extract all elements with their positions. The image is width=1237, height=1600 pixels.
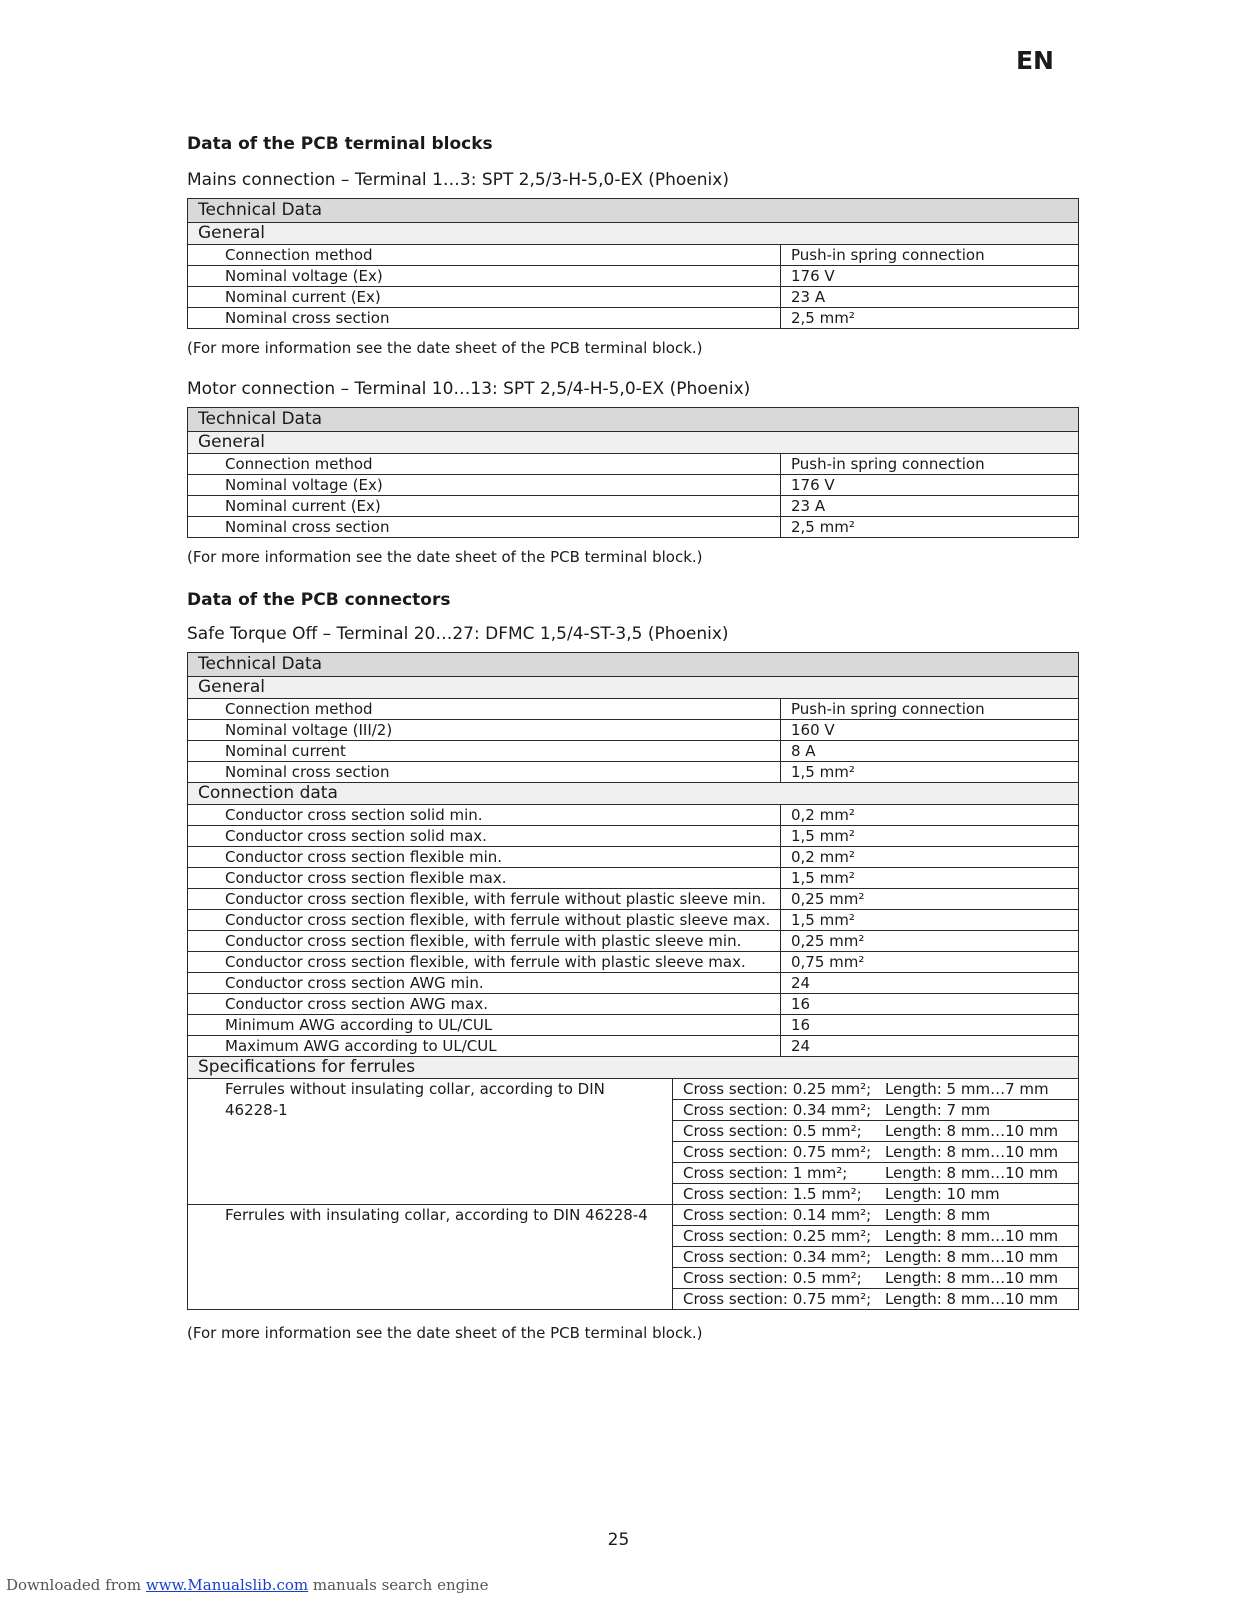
row-label: Conductor cross section solid min.	[188, 805, 781, 826]
row-label: Nominal voltage (III/2)	[188, 720, 781, 741]
row-label: Nominal current	[188, 741, 781, 762]
row-value: Push-in spring connection	[781, 454, 1079, 475]
ferrule-row	[188, 1205, 1079, 1226]
table-row	[188, 805, 1079, 826]
ferrule-spec	[673, 1289, 1079, 1310]
length: Length: 8 mm…10 mm	[885, 1143, 1059, 1161]
table-row	[188, 308, 1079, 329]
row-label: Conductor cross section flexible, with ferrule without plastic sleeve max.	[188, 910, 781, 931]
table-header: Technical Data	[188, 653, 1079, 677]
mains-technical-table	[187, 198, 1079, 329]
row-value: 0,2 mm²	[781, 805, 1079, 826]
length: Length: 7 mm	[885, 1101, 991, 1119]
row-value: 1,5 mm²	[781, 868, 1079, 889]
row-label: Conductor cross section AWG min.	[188, 973, 781, 994]
length: Length: 8 mm…10 mm	[885, 1164, 1059, 1182]
table-row	[188, 475, 1079, 496]
row-label: Nominal current (Ex)	[188, 287, 781, 308]
table-row	[188, 826, 1079, 847]
motor-note: (For more information see the date sheet of the PCB terminal block.)	[187, 548, 703, 566]
row-value: 8 A	[781, 741, 1079, 762]
table-row	[188, 910, 1079, 931]
row-value: 0,75 mm²	[781, 952, 1079, 973]
mains-note: (For more information see the date sheet of the PCB terminal block.)	[187, 339, 703, 357]
table-row	[188, 1015, 1079, 1036]
ferrule-row	[188, 1079, 1079, 1100]
table-header: Technical Data	[188, 408, 1079, 432]
language-code: EN	[1015, 46, 1054, 75]
sto-technical-table	[187, 652, 1079, 1057]
row-value: 23 A	[781, 496, 1079, 517]
row-label: Conductor cross section flexible min.	[188, 847, 781, 868]
length: Length: 5 mm…7 mm	[885, 1080, 1049, 1098]
row-label: Conductor cross section flexible max.	[188, 868, 781, 889]
row-label: Conductor cross section AWG max.	[188, 994, 781, 1015]
group-general: General	[188, 223, 1079, 245]
ferrule-spec	[673, 1163, 1079, 1184]
table-row	[188, 868, 1079, 889]
row-label: Connection method	[188, 699, 781, 720]
row-label: Nominal cross section	[188, 517, 781, 538]
row-label: Maximum AWG according to UL/CUL	[188, 1036, 781, 1057]
row-value: 2,5 mm²	[781, 517, 1079, 538]
table-row	[188, 699, 1079, 720]
table-row	[188, 762, 1079, 783]
sto-note: (For more information see the date sheet of the PCB terminal block.)	[187, 1324, 703, 1342]
row-label: Minimum AWG according to UL/CUL	[188, 1015, 781, 1036]
row-label: Nominal cross section	[188, 308, 781, 329]
row-value: 160 V	[781, 720, 1079, 741]
row-label: Conductor cross section flexible, with ferrule with plastic sleeve min.	[188, 931, 781, 952]
row-label: Nominal cross section	[188, 762, 781, 783]
table-row	[188, 931, 1079, 952]
table-row	[188, 889, 1079, 910]
cross-section: Cross section: 0.75 mm²;	[683, 1143, 872, 1161]
row-value: 23 A	[781, 287, 1079, 308]
ferrule-spec	[673, 1247, 1079, 1268]
row-value: 176 V	[781, 475, 1079, 496]
table-row	[188, 994, 1079, 1015]
cross-section: Cross section: 0.34 mm²;	[683, 1101, 872, 1119]
cross-section: Cross section: 0.14 mm²;	[683, 1206, 872, 1224]
row-value: 16	[781, 994, 1079, 1015]
page-number: 25	[607, 1530, 630, 1550]
group-ferrules: Specifications for ferrules	[188, 1057, 1079, 1079]
sto-title: Safe Torque Off – Terminal 20…27: DFMC 1,5/4-ST-3,5 (Phoenix)	[187, 624, 729, 644]
row-value: 1,5 mm²	[781, 826, 1079, 847]
ferrule-group-label: Ferrules without insulating collar, according to DIN 46228-1	[188, 1079, 673, 1205]
table-row	[188, 973, 1079, 994]
cross-section: Cross section: 1.5 mm²;	[683, 1185, 862, 1203]
row-value: Push-in spring connection	[781, 699, 1079, 720]
cross-section: Cross section: 1 mm²;	[683, 1164, 848, 1182]
cross-section: Cross section: 0.25 mm²;	[683, 1227, 872, 1245]
cross-section: Cross section: 0.5 mm²;	[683, 1269, 862, 1287]
row-label: Conductor cross section flexible, with ferrule with plastic sleeve max.	[188, 952, 781, 973]
group-general: General	[188, 677, 1079, 699]
row-value: Push-in spring connection	[781, 245, 1079, 266]
length: Length: 8 mm…10 mm	[885, 1122, 1059, 1140]
table-row	[188, 266, 1079, 287]
row-value: 0,25 mm²	[781, 889, 1079, 910]
manualslib-link[interactable]: www.Manualslib.com	[145, 1576, 309, 1594]
motor-technical-table	[187, 407, 1079, 538]
row-value: 24	[781, 1036, 1079, 1057]
row-value: 0,25 mm²	[781, 931, 1079, 952]
table-row	[188, 496, 1079, 517]
length: Length: 8 mm…10 mm	[885, 1227, 1059, 1245]
table-row	[188, 287, 1079, 308]
table-row	[188, 952, 1079, 973]
cross-section: Cross section: 0.5 mm²;	[683, 1122, 862, 1140]
table-row	[188, 245, 1079, 266]
row-label: Conductor cross section solid max.	[188, 826, 781, 847]
ferrule-spec	[673, 1205, 1079, 1226]
row-label: Conductor cross section flexible, with ferrule without plastic sleeve min.	[188, 889, 781, 910]
table-row	[188, 1036, 1079, 1057]
motor-connection-title: Motor connection – Terminal 10…13: SPT 2,5/4-H-5,0-EX (Phoenix)	[187, 379, 751, 399]
length: Length: 8 mm…10 mm	[885, 1290, 1059, 1308]
ferrule-spec-table	[187, 1057, 1079, 1310]
row-value: 2,5 mm²	[781, 308, 1079, 329]
table-row	[188, 847, 1079, 868]
row-value: 24	[781, 973, 1079, 994]
row-label: Nominal voltage (Ex)	[188, 266, 781, 287]
page-content	[187, 134, 1078, 1342]
length: Length: 10 mm	[885, 1185, 1000, 1203]
group-connection-data: Connection data	[188, 783, 1079, 805]
row-label: Connection method	[188, 245, 781, 266]
length: Length: 8 mm	[885, 1206, 991, 1224]
ferrule-spec	[673, 1184, 1079, 1205]
section-heading-terminal-blocks: Data of the PCB terminal blocks	[187, 134, 493, 154]
ferrule-group-label: Ferrules with insulating collar, according to DIN 46228-4	[188, 1205, 673, 1310]
row-value: 0,2 mm²	[781, 847, 1079, 868]
ferrule-spec	[673, 1268, 1079, 1289]
section-heading-connectors: Data of the PCB connectors	[187, 590, 451, 610]
table-row	[188, 741, 1079, 762]
table-row	[188, 454, 1079, 475]
row-value: 16	[781, 1015, 1079, 1036]
ferrule-spec	[673, 1121, 1079, 1142]
table-row	[188, 720, 1079, 741]
row-label: Connection method	[188, 454, 781, 475]
table-row	[188, 517, 1079, 538]
cross-section: Cross section: 0.25 mm²;	[683, 1080, 872, 1098]
footer-prefix: Downloaded from	[6, 1576, 146, 1594]
row-value: 1,5 mm²	[781, 910, 1079, 931]
length: Length: 8 mm…10 mm	[885, 1248, 1059, 1266]
ferrule-spec	[673, 1100, 1079, 1121]
row-value: 176 V	[781, 266, 1079, 287]
table-header: Technical Data	[188, 199, 1079, 223]
cross-section: Cross section: 0.34 mm²;	[683, 1248, 872, 1266]
ferrule-spec	[673, 1142, 1079, 1163]
row-value: 1,5 mm²	[781, 762, 1079, 783]
group-general: General	[188, 432, 1079, 454]
row-label: Nominal current (Ex)	[188, 496, 781, 517]
mains-connection-title: Mains connection – Terminal 1…3: SPT 2,5/3-H-5,0-EX (Phoenix)	[187, 170, 729, 190]
ferrule-spec	[673, 1226, 1079, 1247]
cross-section: Cross section: 0.75 mm²;	[683, 1290, 872, 1308]
row-label: Nominal voltage (Ex)	[188, 475, 781, 496]
length: Length: 8 mm…10 mm	[885, 1269, 1059, 1287]
ferrule-spec	[673, 1079, 1079, 1100]
download-footer	[6, 1576, 489, 1594]
footer-suffix: manuals search engine	[308, 1576, 489, 1594]
